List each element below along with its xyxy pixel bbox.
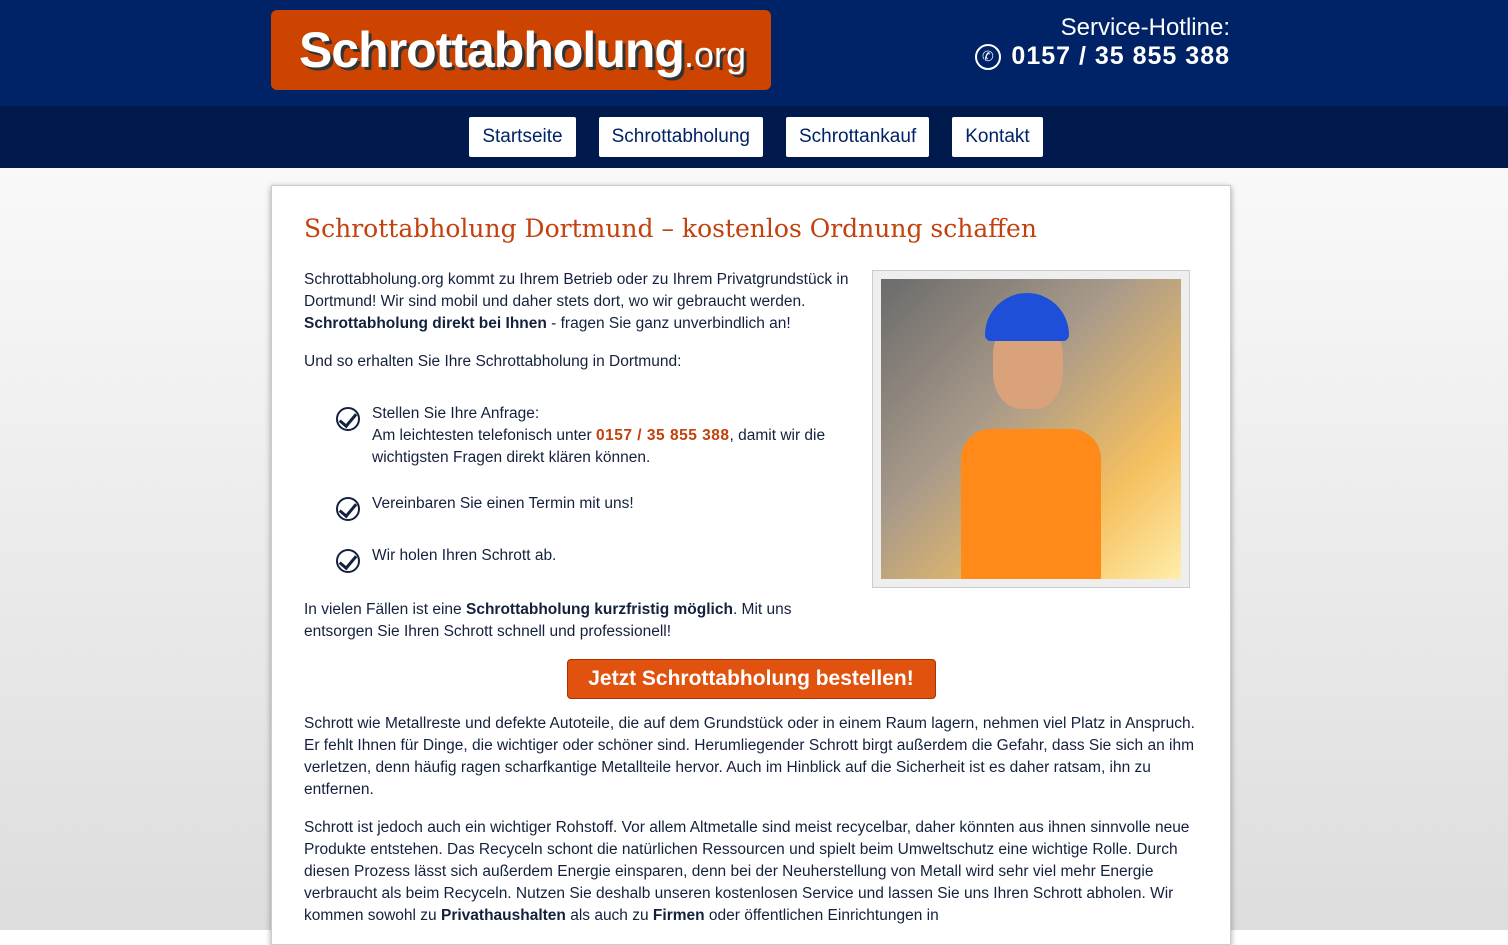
check-icon [336, 497, 360, 521]
bold-text: Schrottabholung direkt bei Ihnen [304, 315, 547, 332]
worker-image [881, 279, 1181, 579]
paragraph [304, 817, 1199, 927]
list-item [336, 493, 846, 521]
text: In vielen Fällen ist eine [304, 601, 466, 618]
text: als auch zu [565, 907, 653, 924]
order-button[interactable]: Jetzt Schrottabholung bestellen! [567, 659, 936, 699]
list-item [336, 545, 846, 573]
step-title: Stellen Sie Ihre Anfrage: [372, 405, 540, 422]
header [0, 0, 1508, 106]
logo-text: Schrottabholung [299, 22, 684, 78]
nav-schrottabholung[interactable]: Schrottabholung [599, 117, 763, 157]
text: , damit wir die wichtigsten Fragen direkt klären können. [372, 427, 826, 466]
steps-list [336, 403, 846, 573]
bold-text: Schrottabholung kurzfristig möglich [465, 601, 733, 618]
logo-tld: .org [683, 34, 746, 75]
text: Am leichtesten telefonisch unter [372, 427, 597, 444]
phone-icon: ✆ [975, 44, 1001, 70]
text: Schrott ist jedoch auch ein wichtiger Rohstoff. Vor allem Altmetalle sind meist recycelbar, daher könnten aus ihnen sinnvolle neue Produkte entstehen. Das Recyceln schont die natürlichen Ressourcen und spielt beim Umweltschutz eine wichtige Rolle. Durch diesen Prozess lässt sich außerdem Energie einsparen, denn bei der Neuherstellung von Metall wird sehr viel mehr Energie verbraucht als beim Recyceln. Nutzen Sie deshalb unseren kostenlosen Service und lassen Sie uns Ihren Schrott abholen. Wir kommen sowohl zu [304, 819, 1190, 924]
nav-schrottankauf[interactable]: Schrottankauf [786, 117, 929, 157]
nav-kontakt[interactable]: Kontakt [952, 117, 1042, 157]
steps-intro: Und so erhalten Sie Ihre Schrottabholung in Dortmund: [304, 353, 682, 370]
phone-link[interactable]: 0157 / 35 855 388 [596, 427, 730, 444]
worker-photo [872, 270, 1190, 588]
hotline-label: Service-Hotline: [1060, 14, 1230, 41]
check-icon [336, 407, 360, 431]
hotline-number[interactable]: 0157 / 35 855 388 [1011, 42, 1230, 70]
text: . Mit uns entsorgen Sie Ihren Schrott schnell und professionell! [304, 601, 792, 640]
paragraph: Schrott wie Metallreste und defekte Autoteile, die auf dem Grundstück oder in einem Raum lagern, nehmen viel Platz in Anspruch. Er fehlt Ihnen für Dinge, die wichtiger oder schöner sind. Herumliegender Schrott birgt außerdem die Gefahr, dass Sie sich an ihm verletzen, denn häufig ragen scharfkantige Metallteile hervor. Auch im Hinblick auf die Sicherheit ist es daher ratsam, ihn zu entfernen. [304, 715, 1195, 798]
nav-startseite[interactable]: Startseite [469, 117, 575, 157]
text: oder öffentlichen Einrichtungen in [704, 907, 939, 924]
list-item [336, 403, 846, 469]
bold-text: Firmen [652, 907, 705, 924]
check-icon [336, 549, 360, 573]
main-nav [0, 106, 1508, 168]
step-text: Vereinbaren Sie einen Termin mit uns! [372, 495, 634, 512]
page-title: Schrottabholung Dortmund – kostenlos Ordnung schaffen [304, 214, 1037, 243]
service-hotline [975, 14, 1230, 71]
bold-text: Privathaushalten [440, 907, 566, 924]
text: - fragen Sie ganz unverbindlich an! [546, 315, 791, 332]
content-card [271, 185, 1231, 945]
note-text [304, 599, 849, 643]
site-logo[interactable] [271, 10, 771, 90]
intro-text [304, 269, 849, 335]
text: Schrottabholung.org kommt zu Ihrem Betrieb oder zu Ihrem Privatgrundstück in Dortmund! Wir sind mobil und daher stets dort, wo wir gebraucht werden. [304, 271, 849, 310]
step-text: Wir holen Ihren Schrott ab. [372, 547, 557, 564]
